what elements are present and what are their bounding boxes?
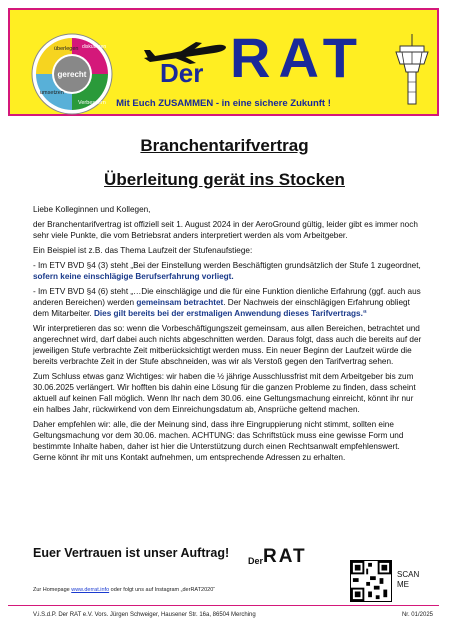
footer-divider: [8, 605, 439, 606]
bullet-item: [33, 260, 423, 282]
letter-body: [33, 204, 423, 467]
closing-line: Euer Vertrauen ist unser Auftrag!: [33, 546, 230, 560]
paragraph: der Branchentarifvertrag ist offiziell seit 1. August 2024 in der AeroGround gültig, leider gibt es immer noch sehr viele Punkte, die vom Betriebsrat anders interpretiert werden als vom Arbeitgeber.: [33, 220, 418, 240]
control-tower-icon: [390, 32, 434, 106]
qr-code-icon[interactable]: [350, 560, 392, 602]
logo-segment-label: umsetzen: [40, 90, 64, 96]
bullet-item: [33, 286, 423, 319]
bullet-highlight: gemeinsam betrachtet: [136, 298, 224, 307]
header-tagline: Mit Euch ZUSAMMEN - in eine sichere Zukunft !: [116, 98, 331, 109]
footer-imprint: V.i.S.d.P. Der RAT e.V. Vors. Jürgen Schweiger, Hausener Str. 16a, 86504 Merching: [33, 612, 256, 618]
brand-der: Der: [160, 58, 204, 88]
signature-rat: RAT: [263, 546, 307, 567]
bullet-text: . Der Nachweis der einschlägigen Erfahrung obliegt dem Mitarbeiter.: [33, 298, 410, 318]
page-title: Branchentarifvertrag: [140, 136, 309, 155]
bullet-text: - Im ETV BVD §4 (6) steht „…Die einschlägige und die für eine Funktion dienliche Erfahrung (ggf. auch aus anderen Bereichen) werden: [33, 287, 421, 307]
page-subtitle: Überleitung gerät ins Stocken: [104, 170, 345, 189]
header-banner: [8, 8, 439, 116]
greeting: Liebe Kolleginnen und Kollegen,: [33, 205, 151, 214]
paragraph: Zum Schluss etwas ganz Wichtiges: wir haben die ½ jährige Ausschlussfrist mit dem Arbeitgeber bis zum 30.06.2025 verlängert. Wir hofften bis dahin eine Lösung für die ganzen Probleme zu finden, dass scheint aktuell auf keinen Fall möglich. Wenn Ihr nach dem 30.06. eine Geltungsmachung einreicht, könnt ihr nur ein halbes Jahr, rückwirkend von dem Einreichungsdatum ab, Ansprüche geltend machen.: [33, 372, 416, 414]
homepage-text: Zur Homepage: [33, 587, 72, 593]
homepage-text: oder folgt uns auf Instagram „derRAT2020“: [109, 587, 216, 593]
logo-segment-label: diskutieren: [82, 44, 107, 50]
paragraph: Daher empfehlen wir: alle, die der Meinung sind, dass ihre Eingruppierung nicht stimmt, sollten eine Geltungsmachung vor dem 30.06. machen. ACHTUNG: das Schriftstück muss eine gewisse Form und bestimmte Inhalte haben, daher ist hier die Unterstützung durch einen Rechtsanwalt empfehlenswert. Gerne könnt ihr mit uns Kontakt aufnehmen, um entsprechende Adressen zu erhalten.: [33, 420, 404, 462]
scan-me-label: [397, 570, 419, 590]
logo-segment-label: überlegen: [54, 46, 79, 52]
homepage-link[interactable]: www.derrat.info: [71, 587, 110, 593]
signature-der: Der: [248, 556, 264, 566]
brand-rat: RAT: [230, 26, 365, 89]
logo-center-label: gerecht: [57, 70, 87, 79]
scan-line: SCAN: [397, 570, 420, 579]
paragraph: Ein Beispiel ist z.B. das Thema Laufzeit der Stufenaufstiege:: [33, 246, 253, 255]
bullet-highlight: Dies gilt bereits bei der erstmaligen Anwendung dieses Tarifvertrags.“: [93, 309, 367, 318]
scan-line: ME: [397, 580, 409, 589]
bullet-highlight: sofern keine einschlägige Berufserfahrung vorliegt.: [33, 272, 234, 281]
logo-segment-label: Verbessern: [78, 100, 106, 106]
footer-issue-number: Nr. 01/2025: [401, 612, 433, 618]
bullet-text: - Im ETV BVD §4 (3) steht „Bei der Einstellung werden Beschäftigten grundsätzlich der Stufe 1 zugeordnet,: [33, 261, 421, 270]
homepage-note: [33, 587, 215, 593]
paragraph: Wir interpretieren das so: wenn die Vorbeschäftigungszeit gemeinsam, aus allen Bereichen, betrachtet und angerechnet wird, darf dabei auch nichts abgeschnitten werden. Daraus folgt, dass auch die bereits auf der jeweiligen Stufe verbrachte Zeit mitberücksichtigt werden muss. Ein neuer Beginn der Laufzeit würde die bereits verbrachte Zeit in der Stufe abschneiden, was wir als Verstoß gegen den Tarifvertrag sehen.: [33, 324, 422, 366]
